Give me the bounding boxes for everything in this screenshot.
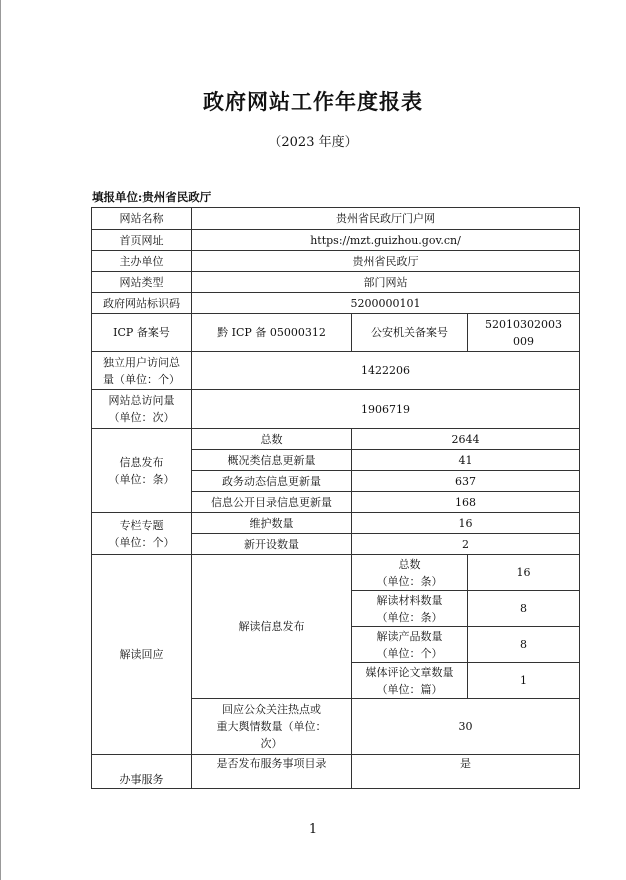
total-visits-value: 1906719 — [192, 390, 580, 429]
icp-value: 黔 ICP 备 05000312 — [192, 314, 352, 352]
response-label-line1: 回应公众关注热点或 — [222, 703, 321, 716]
response-label-line2: 重大舆情数量（单位： — [216, 720, 327, 733]
info-item-value: 637 — [352, 471, 580, 492]
response-value: 30 — [352, 699, 580, 755]
interp-item-label-line1: 总数 — [398, 557, 421, 571]
filling-unit: 填报单位:贵州省民政厅 — [92, 190, 212, 204]
site-name-value: 贵州省民政厅门户网 — [192, 208, 580, 230]
unique-users-value: 1422206 — [192, 352, 580, 390]
table-row — [92, 208, 580, 230]
info-item-label: 总数 — [192, 429, 352, 450]
report-year: （2023 年度） — [268, 135, 358, 150]
interp-item-value: 16 — [468, 555, 580, 591]
interp-item-label-line2: （单位：篇） — [376, 682, 443, 696]
info-release-label-line1: 信息发布 — [119, 455, 164, 469]
columns-label-line1: 专栏专题 — [119, 518, 164, 532]
site-type-value: 部门网站 — [192, 272, 580, 293]
interp-item-label — [352, 627, 468, 663]
table-row — [92, 272, 580, 293]
columns-label-line2: （单位：个） — [108, 535, 175, 549]
interp-item-value: 8 — [468, 591, 580, 627]
table-row — [92, 755, 580, 789]
services-item-label: 是否发布服务事项目录 — [192, 755, 352, 789]
interp-item-value: 1 — [468, 663, 580, 699]
table-row — [92, 352, 580, 390]
interpretation-label: 解读回应 — [92, 555, 192, 755]
page-number: 1 — [308, 822, 318, 837]
response-label — [192, 699, 352, 755]
interp-item-value: 8 — [468, 627, 580, 663]
table-row — [92, 251, 580, 272]
row-label — [92, 352, 192, 390]
table-row — [92, 429, 580, 450]
total-visits-label-line2: （单位：次） — [108, 411, 175, 424]
columns-label — [92, 513, 192, 555]
info-item-value: 168 — [352, 492, 580, 513]
report-table — [91, 207, 580, 789]
sponsor-value: 贵州省民政厅 — [192, 251, 580, 272]
interp-item-label-line1: 媒体评论文章数量 — [365, 665, 454, 679]
info-item-label: 信息公开目录信息更新量 — [192, 492, 352, 513]
interp-item-label-line2: （单位：条） — [376, 610, 443, 624]
unique-users-label-line1: 独立用户访问总 — [103, 355, 180, 369]
unique-users-label-line2: 量（单位：个） — [103, 372, 180, 386]
info-item-label: 概况类信息更新量 — [192, 450, 352, 471]
interp-item-label — [352, 663, 468, 699]
services-item-value: 是 — [352, 755, 580, 789]
columns-item-label: 维护数量 — [192, 513, 352, 534]
interp-item-label — [352, 555, 468, 591]
info-release-label — [92, 429, 192, 513]
page-title: 政府网站工作年度报表 — [203, 89, 423, 114]
row-label: 网站类型 — [92, 272, 192, 293]
interp-item-label-line1: 解读产品数量 — [376, 629, 443, 643]
info-item-label: 政务动态信息更新量 — [192, 471, 352, 492]
interp-item-label-line2: （单位：条） — [376, 574, 443, 588]
interp-item-label-line1: 解读材料数量 — [376, 593, 443, 607]
columns-item-label: 新开设数量 — [192, 534, 352, 555]
row-label: 首页网址 — [92, 230, 192, 251]
columns-item-value: 2 — [352, 534, 580, 555]
police-record-value — [468, 314, 580, 352]
table-row — [92, 293, 580, 314]
columns-item-value: 16 — [352, 513, 580, 534]
row-label — [92, 390, 192, 429]
interp-item-label — [352, 591, 468, 627]
police-record-value-line1: 52010302003 — [485, 317, 562, 331]
interpretation-publish-label: 解读信息发布 — [192, 555, 352, 699]
police-record-value-line2: 009 — [513, 334, 535, 348]
row-label: 网站名称 — [92, 208, 192, 230]
police-record-label: 公安机关备案号 — [352, 314, 468, 352]
row-label: 主办单位 — [92, 251, 192, 272]
info-item-value: 2644 — [352, 429, 580, 450]
services-label: 办事服务 — [92, 755, 192, 789]
table-row — [92, 513, 580, 534]
row-label: 政府网站标识码 — [92, 293, 192, 314]
table-row — [92, 390, 580, 429]
info-item-value: 41 — [352, 450, 580, 471]
total-visits-label-line1: 网站总访问量 — [108, 394, 175, 407]
response-label-line3: 次） — [260, 737, 283, 750]
info-release-label-line2: （单位：条） — [108, 472, 175, 486]
table-row — [92, 555, 580, 591]
table-row — [92, 314, 580, 352]
homepage-url-value: https://mzt.guizhou.gov.cn/ — [192, 230, 580, 251]
site-code-value: 5200000101 — [192, 293, 580, 314]
table-row — [92, 230, 580, 251]
row-label: ICP 备案号 — [92, 314, 192, 352]
interp-item-label-line2: （单位：个） — [376, 646, 443, 660]
